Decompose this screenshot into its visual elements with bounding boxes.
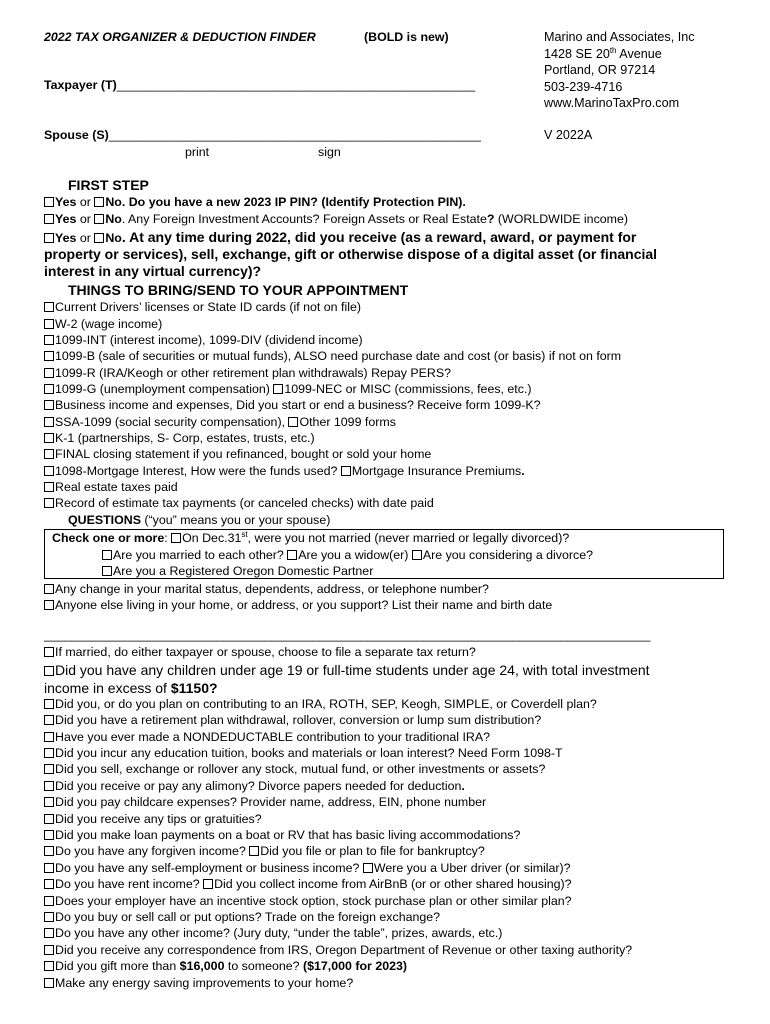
checkbox[interactable]: [44, 351, 54, 361]
first-step-q3-line3: interest in any virtual currency)?: [44, 263, 262, 279]
checkbox[interactable]: [44, 928, 54, 938]
checkbox[interactable]: [203, 879, 213, 889]
first-step-q3: Yes or No. At any time during 2022, did you receive (as a reward, award, or payment for: [44, 229, 636, 245]
firm-address1: 1428 SE 20th Avenue: [544, 45, 662, 61]
checkbox[interactable]: [44, 732, 54, 742]
question-item: Did you incur any education tuition, books and materials or loan interest? Need Form 1098-T: [44, 746, 563, 760]
partner-checkbox[interactable]: [102, 566, 112, 576]
checkbox[interactable]: [44, 302, 54, 312]
bring-item: Current Drivers’ licenses or State ID cards (if not on file): [44, 300, 361, 314]
firm-address2: Portland, OR 97214: [544, 63, 656, 78]
version-label: V 2022A: [544, 128, 593, 142]
bring-item: W-2 (wage income): [44, 317, 162, 331]
checkbox[interactable]: [44, 400, 54, 410]
checkbox[interactable]: [44, 863, 54, 873]
question-item: Do you have any forgiven income? Did you file or plan to file for bankruptcy?: [44, 844, 485, 858]
married-checkbox[interactable]: [102, 550, 112, 560]
bring-item: 1099-INT (interest income), 1099-DIV (dividend income): [44, 333, 363, 347]
no-checkbox[interactable]: [94, 214, 104, 224]
question-item: Did you receive or pay any alimony? Divorce papers needed for deduction.: [44, 779, 465, 793]
checkbox[interactable]: [249, 846, 259, 856]
checkbox[interactable]: [44, 846, 54, 856]
bring-heading: THINGS TO BRING/SEND TO YOUR APPOINTMENT: [68, 282, 409, 298]
first-step-q1: Yes or No. Do you have a new 2023 IP PIN? (Identify Protection PIN).: [44, 195, 466, 209]
checkbox[interactable]: [44, 830, 54, 840]
checkbox[interactable]: [363, 863, 373, 873]
checkbox[interactable]: [44, 879, 54, 889]
checkbox[interactable]: [44, 335, 54, 345]
question-item: Do you have any self-employment or business income? Were you a Uber driver (or similar)?: [44, 861, 571, 875]
checkbox[interactable]: [44, 961, 54, 971]
first-step-q3-line2: property or services), sell, exchange, gift or otherwise dispose of a digital asset (or financial: [44, 246, 658, 262]
checkbox[interactable]: [44, 814, 54, 824]
bring-item: FINAL closing statement if you refinanced, bought or sold your home: [44, 447, 431, 461]
question-item: Did you pay childcare expenses? Provider name, address, EIN, phone number: [44, 795, 486, 809]
checkbox[interactable]: [44, 368, 54, 378]
checkbox[interactable]: [44, 319, 54, 329]
checkbox[interactable]: [44, 647, 54, 657]
bring-item: 1099-G (unemployment compensation) 1099-NEC or MISC (commissions, fees, etc.): [44, 382, 532, 396]
question-item: Did you gift more than $16,000 to someone? ($17,000 for 2023): [44, 959, 407, 973]
firm-name: Marino and Associates, Inc: [544, 30, 695, 44]
checkbox[interactable]: [341, 466, 351, 476]
taxpayer-line[interactable]: ____________________________________________________: [116, 78, 476, 92]
first-step-heading: FIRST STEP: [68, 177, 149, 193]
divorce-checkbox[interactable]: [412, 550, 422, 560]
spouse-field[interactable]: Spouse (S)______________________________________________________: [44, 128, 481, 142]
form-title: 2022 TAX ORGANIZER & DEDUCTION FINDER: [44, 30, 316, 44]
question-item: Make any energy saving improvements to your home?: [44, 976, 353, 990]
firm-phone: 503-239-4716: [544, 79, 623, 94]
yes-checkbox[interactable]: [44, 214, 54, 224]
checkbox[interactable]: [44, 912, 54, 922]
question-item: Do you buy or sell call or put options? Trade on the foreign exchange?: [44, 910, 440, 924]
partner-line: Are you a Registered Oregon Domestic Partner: [102, 564, 373, 578]
question-item: Any change in your marital status, dependents, address, or telephone number?: [44, 582, 489, 596]
question-item: Did you sell, exchange or rollover any stock, mutual fund, or other investments or assets?: [44, 762, 545, 776]
checkbox[interactable]: [44, 449, 54, 459]
no-checkbox[interactable]: [94, 233, 104, 243]
checkbox[interactable]: [44, 384, 54, 394]
bring-item: K-1 (partnerships, S- Corp, estates, trusts, etc.): [44, 431, 315, 445]
question-item: Have you ever made a NONDEDUCTABLE contribution to your traditional IRA?: [44, 730, 490, 744]
question-item: Did you, or do you plan on contributing to an IRA, ROTH, SEP, Keogh, SIMPLE, or Coverdell plan?: [44, 697, 597, 711]
bring-item: Business income and expenses, Did you start or end a business? Receive form 1099-K?: [44, 398, 541, 412]
checkbox[interactable]: [44, 748, 54, 758]
bold-note: (BOLD is new): [364, 30, 449, 44]
marital-check-line: Check one or more: On Dec.31st, were you not married (never married or legally divorced)?: [52, 529, 570, 545]
not-married-checkbox[interactable]: [171, 533, 181, 543]
checkbox[interactable]: [44, 945, 54, 955]
question-item: Anyone else living in your home, or address, or you support? List their name and birth date: [44, 598, 552, 612]
bring-item: Record of estimate tax payments (or canceled checks) with date paid: [44, 496, 434, 510]
bring-item: 1099-R (IRA/Keogh or other retirement plan withdrawals) Repay PERS?: [44, 366, 451, 380]
bring-item: 1098-Mortgage Interest, How were the funds used? Mortgage Insurance Premiums.: [44, 464, 525, 478]
question-item: Did you have a retirement plan withdrawal, rollover, conversion or lump sum distribution?: [44, 713, 541, 727]
checkbox[interactable]: [44, 715, 54, 725]
checkbox[interactable]: [44, 482, 54, 492]
question-item: Did you receive any correspondence from IRS, Oregon Department of Revenue or other taxing authority?: [44, 943, 632, 957]
question-item: Did you receive any tips or gratuities?: [44, 812, 262, 826]
sign-label: sign: [318, 145, 341, 159]
question-item: Do you have rent income? Did you collect income from AirBnB (or or other shared housing)?: [44, 877, 572, 891]
question-item: Did you have any children under age 19 or full-time students under age 24, with total investment: [44, 662, 650, 678]
question-item: Do you have any other income? (Jury duty, “under the table”, prizes, awards, etc.): [44, 926, 502, 940]
marital-options-line: Are you married to each other? Are you a widow(er) Are you considering a divorce?: [102, 548, 593, 562]
spouse-line[interactable]: ______________________________________________________: [108, 128, 481, 142]
checkbox[interactable]: [44, 797, 54, 807]
print-label: print: [185, 145, 210, 159]
question-item: Did you make loan payments on a boat or RV that has basic living accommodations?: [44, 828, 520, 842]
first-step-q2: Yes or No. Any Foreign Investment Accounts? Foreign Assets or Real Estate? (WORLDWIDE income): [44, 212, 628, 226]
checkbox[interactable]: [44, 699, 54, 709]
checkbox[interactable]: [44, 781, 54, 791]
yes-checkbox[interactable]: [44, 233, 54, 243]
checkbox[interactable]: [288, 417, 298, 427]
question-item: Does your employer have an incentive stock option, stock purchase plan or other similar plan?: [44, 894, 572, 908]
checkbox[interactable]: [44, 498, 54, 508]
checkbox[interactable]: [44, 896, 54, 906]
checkbox[interactable]: [44, 466, 54, 476]
checkbox[interactable]: [44, 600, 54, 610]
checkbox[interactable]: [44, 764, 54, 774]
questions-heading: QUESTIONS (“you” means you or your spouse): [68, 513, 331, 527]
widow-checkbox[interactable]: [287, 550, 297, 560]
yes-checkbox[interactable]: [44, 197, 54, 207]
checkbox[interactable]: [44, 417, 54, 427]
checkbox[interactable]: [44, 584, 54, 594]
checkbox[interactable]: [44, 666, 54, 676]
dependents-blank-line[interactable]: ________________________________________________________________________________________: [44, 628, 651, 642]
bring-item: 1099-B (sale of securities or mutual funds), ALSO need purchase date and cost (or basis) if not on form: [44, 349, 621, 363]
checkbox[interactable]: [44, 978, 54, 988]
checkbox[interactable]: [273, 384, 283, 394]
bring-item: Real estate taxes paid: [44, 480, 178, 494]
firm-info: [544, 29, 695, 112]
checkbox[interactable]: [44, 433, 54, 443]
question-item: If married, do either taxpayer or spouse, choose to file a separate tax return?: [44, 645, 476, 659]
firm-website: www.MarinoTaxPro.com: [544, 96, 680, 111]
no-checkbox[interactable]: [94, 197, 104, 207]
question-item-cont: income in excess of $1150?: [44, 680, 218, 696]
taxpayer-field[interactable]: Taxpayer (T)____________________________________________________: [44, 78, 476, 92]
bring-item: SSA-1099 (social security compensation), Other 1099 forms: [44, 415, 396, 429]
